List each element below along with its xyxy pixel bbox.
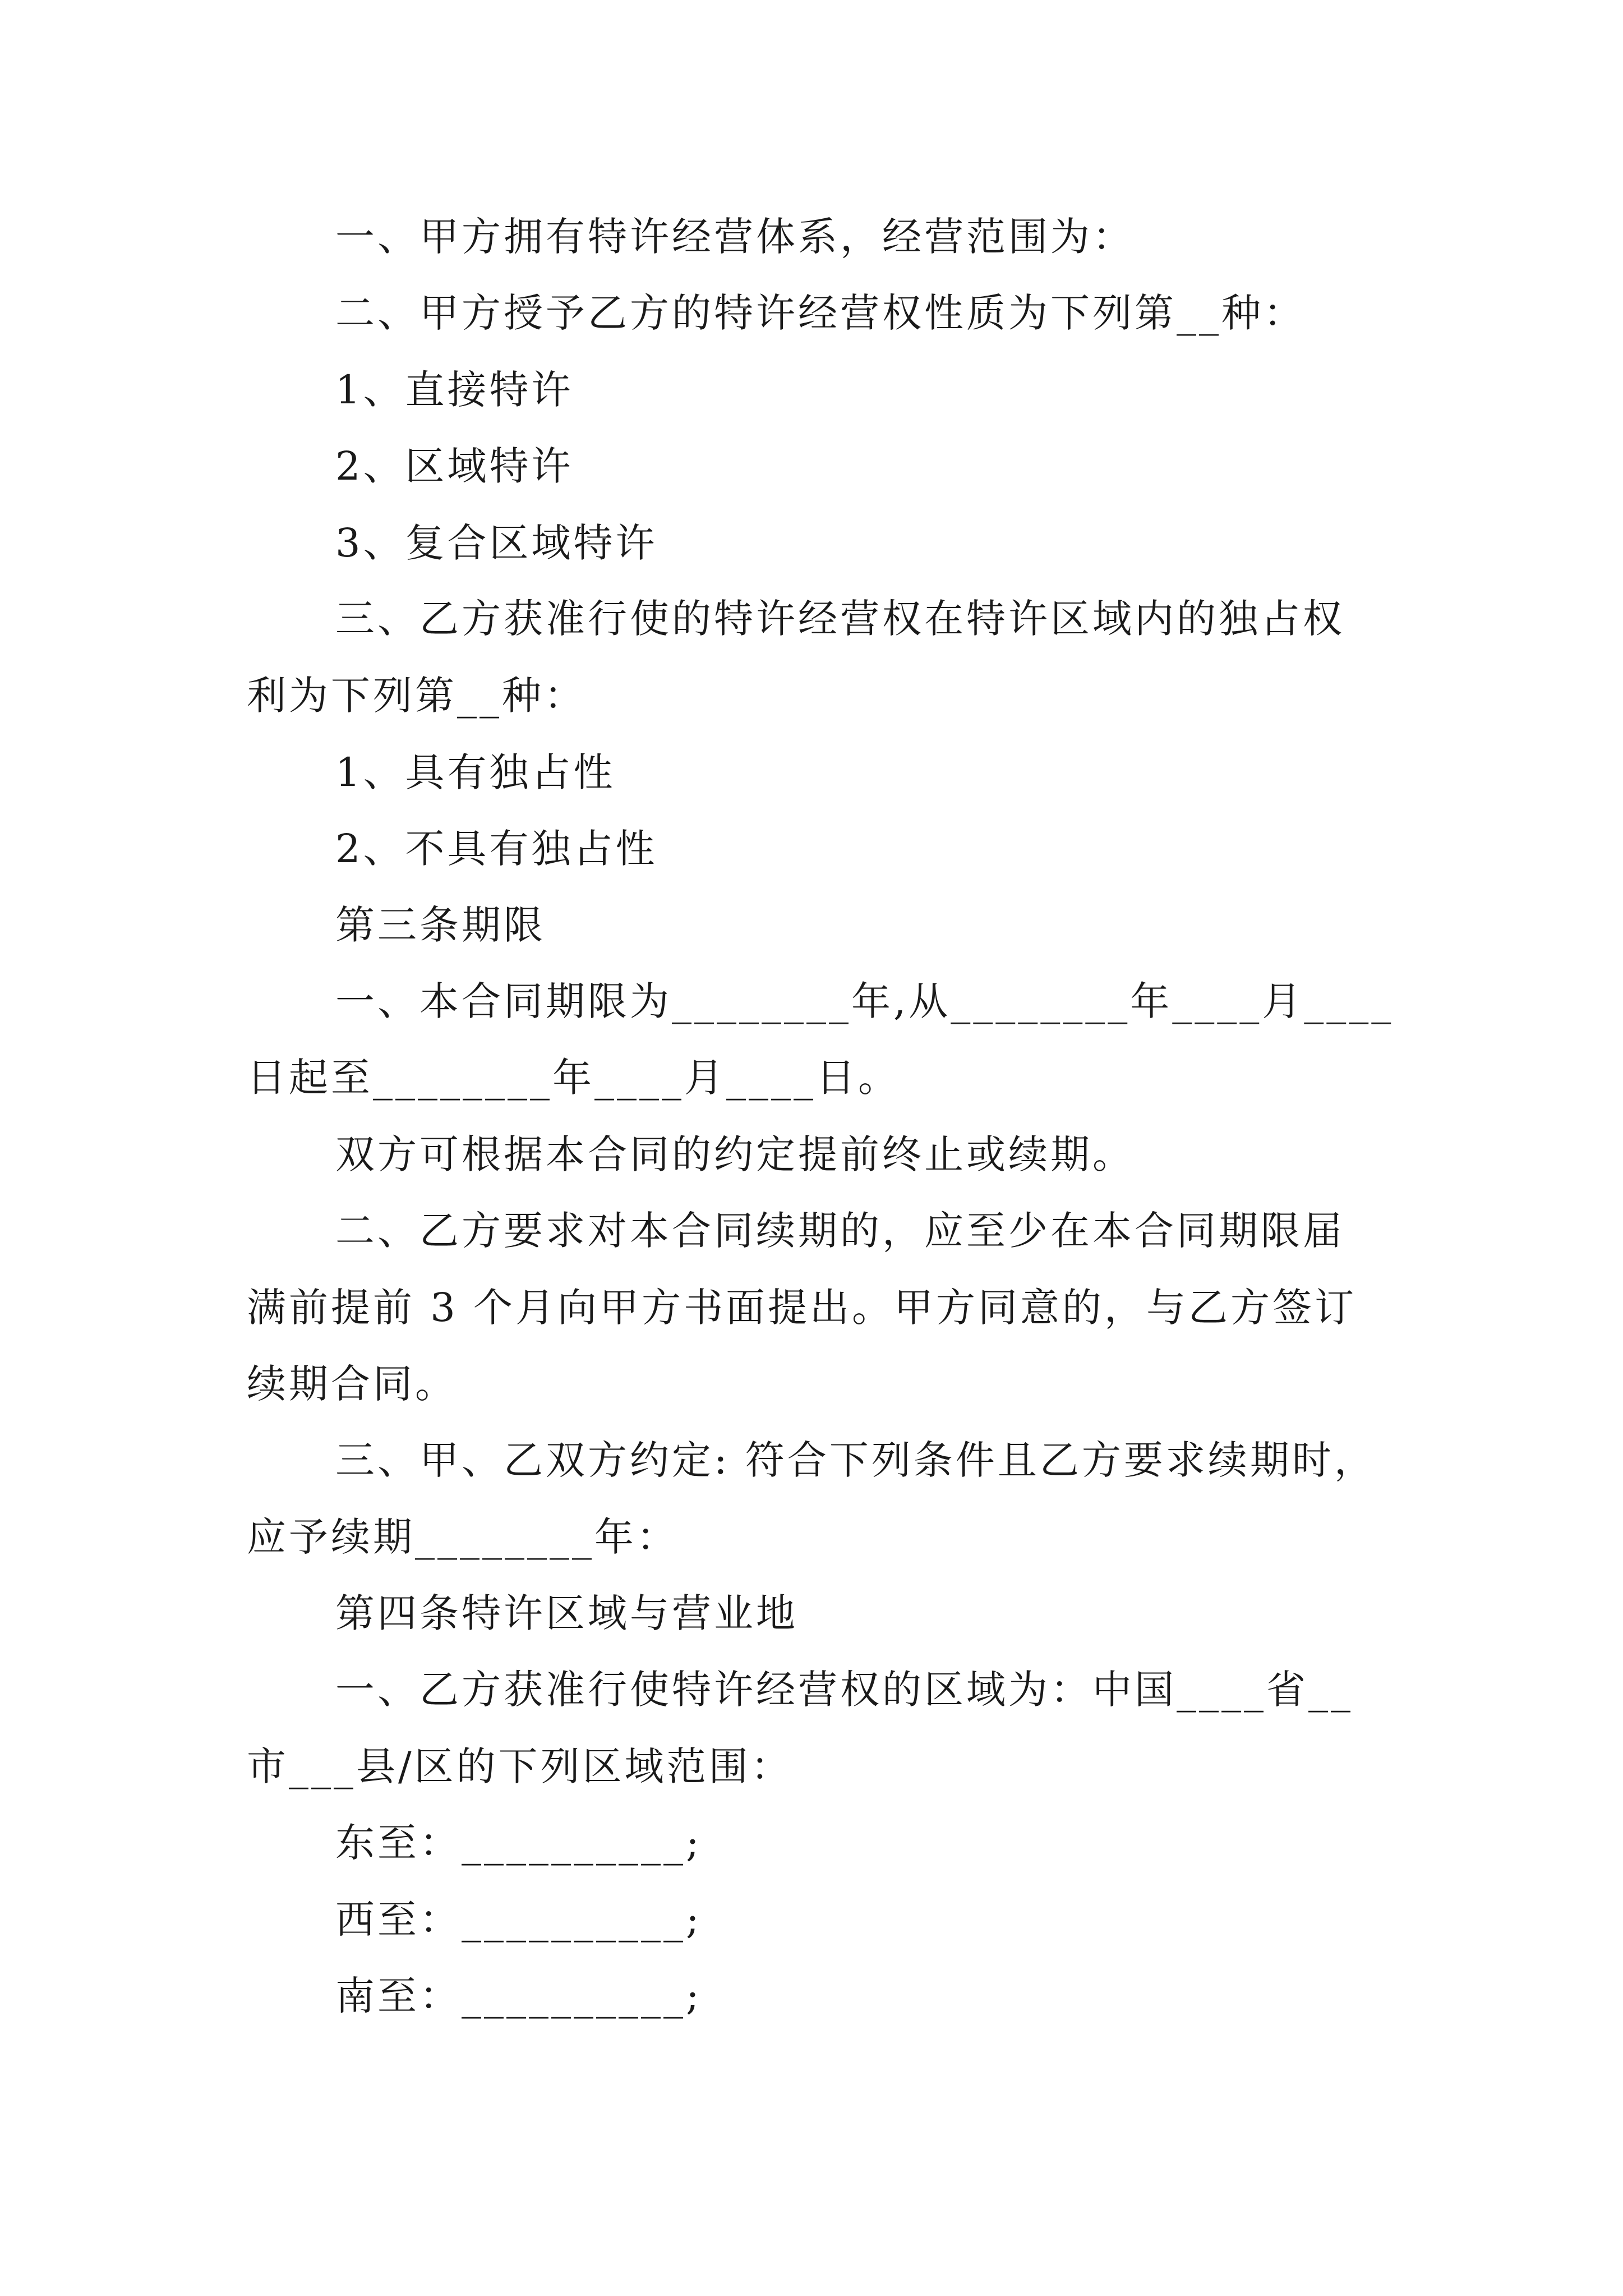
clause-line: 应予续期________年： [247, 1514, 679, 1560]
boundary-line-east: 东至：__________; [335, 1820, 702, 1866]
clause-line: 二、甲方授予乙方的特许经营权性质为下列第__种： [335, 290, 1306, 336]
list-item: 2、区域特许 [335, 443, 574, 489]
list-item: 1、直接特许 [335, 367, 574, 413]
clause-line: 市___县/区的下列区域范围： [247, 1743, 793, 1789]
clause-line: 一、甲方拥有特许经营体系，经营范围为： [335, 214, 1135, 260]
section-heading: 第三条期限 [335, 902, 546, 948]
section-heading: 第四条特许区域与营业地 [335, 1590, 798, 1636]
clause-line: 一、本合同期限为________年,从________年____月____ [335, 978, 1394, 1024]
clause-line: 一、乙方获准行使特许经营权的区域为：中国____省__ [335, 1667, 1353, 1713]
clause-line: 二、乙方要求对本合同续期的，应至少在本合同期限届 [335, 1208, 1345, 1254]
clause-line: 双方可根据本合同的约定提前终止或续期。 [335, 1131, 1135, 1177]
boundary-line-west: 西至：__________; [335, 1897, 702, 1943]
clause-line: 续期合同。 [247, 1361, 457, 1407]
clause-line: 满前提前 3 个月向甲方书面提出。甲方同意的，与乙方签订 [247, 1285, 1357, 1331]
clause-line: 三、甲、乙双方约定: 符合下列条件且乙方要求续期时， [335, 1437, 1376, 1483]
clause-line: 日起至________年____月____日。 [247, 1055, 900, 1101]
clause-line: 三、乙方获准行使的特许经营权在特许区域内的独占权 [335, 596, 1345, 642]
clause-line: 利为下列第__种： [247, 673, 586, 719]
list-item: 1、具有独占性 [335, 749, 616, 795]
list-item: 3、复合区域特许 [335, 520, 658, 566]
boundary-line-south: 南至：__________; [335, 1973, 702, 2019]
list-item: 2、不具有独占性 [335, 826, 658, 872]
